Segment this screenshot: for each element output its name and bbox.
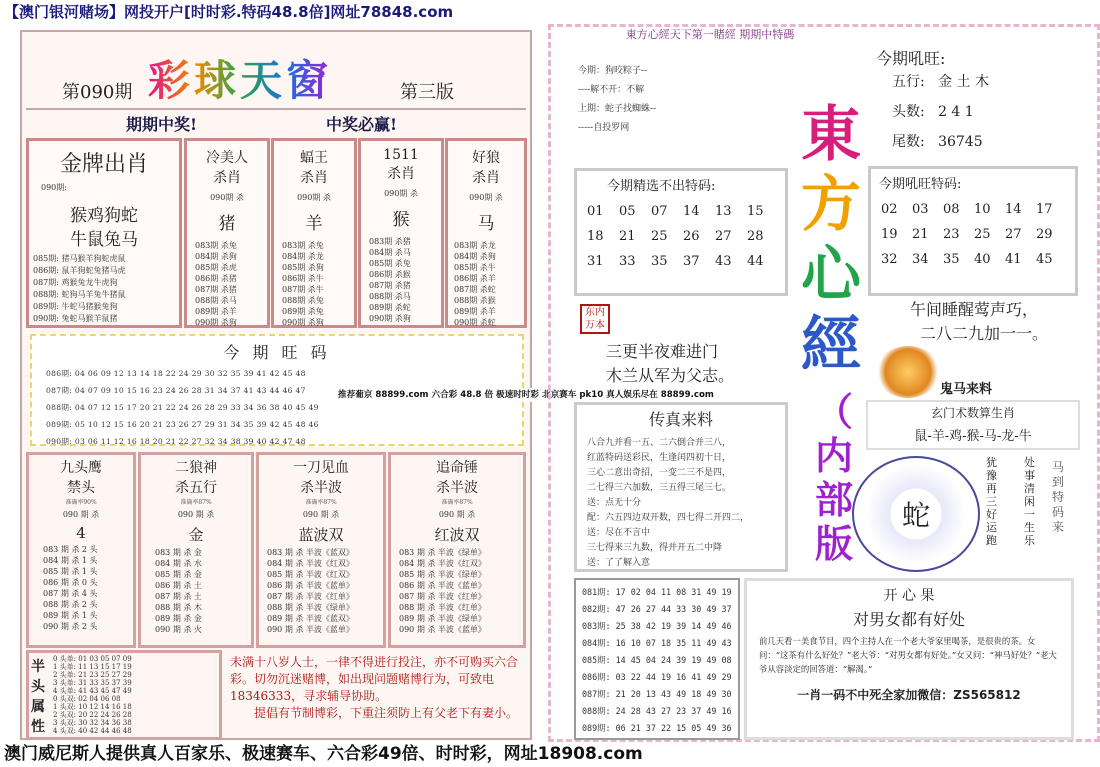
- kill2-title: 一刀见血: [293, 460, 349, 476]
- wei-label: 尾数:: [892, 134, 925, 150]
- kill2-row: 085 期 杀 半波《红双》: [267, 570, 354, 579]
- kill2-value: 金: [188, 526, 204, 544]
- number-cell: 26: [683, 229, 700, 244]
- number-cell: 23: [943, 227, 960, 242]
- wangma-row: 089期: 05 10 12 15 16 20 21 23 26 27 29 31 34 35 39 42 45 48 46: [46, 420, 319, 429]
- kill-col-4: [445, 138, 527, 328]
- chuanzhen-line: 送：了了解入意: [587, 558, 651, 568]
- riddle-2-line-a: 三更半夜难进门: [606, 342, 719, 361]
- kill-col-title: 好狼: [472, 150, 500, 166]
- chuanzhen-line: 八合九并看一五、二六倒合并三八，: [587, 438, 732, 448]
- kill-col-row: 084期 杀龙: [282, 252, 324, 261]
- notice-box: [230, 654, 524, 738]
- wangma-row: 087期: 04 07 09 10 15 16 23 24 26 28 31 34 37 41 43 44 46 47: [46, 386, 306, 395]
- history-row: 081期: 17 02 04 11 08 31 49 19: [582, 587, 732, 597]
- kill2-issue: 090 期 杀: [177, 510, 215, 519]
- kill2-row: 087 期 杀 半波《红单》: [399, 592, 486, 601]
- chuanzhen-title: 传真来料: [648, 410, 713, 429]
- kill2-row: 087 期 杀 土: [155, 592, 202, 601]
- chuanzhen-line: 二七得三六加数，三五得三尾三七。: [587, 483, 732, 493]
- kill2-row: 086 期 杀 半波《蓝单》: [399, 581, 486, 590]
- kill2-box-3: [256, 452, 386, 648]
- right-header: 東方心經天下第一賭經 期期中特碼: [625, 28, 795, 41]
- kill2-row: 088 期 杀 木: [155, 603, 202, 612]
- issue-number: 第090期: [62, 82, 133, 103]
- number-cell: 34: [912, 252, 929, 267]
- kill-col-row: 088期 杀兔: [282, 296, 324, 305]
- number-cell: 33: [619, 254, 636, 269]
- xuanmen-box: [866, 400, 1080, 450]
- big-title: 東 方 心 經: [801, 100, 861, 380]
- number-cell: 18: [587, 229, 604, 244]
- kill-col-value: 猴: [392, 210, 410, 230]
- kill2-row: 086 期 杀 土: [155, 581, 202, 590]
- number-cell: 29: [1036, 227, 1053, 242]
- history-row: 086期: 03 22 44 19 16 41 49 29: [582, 672, 732, 682]
- joke-box: [744, 578, 1074, 740]
- number-cell: 25: [651, 229, 668, 244]
- kill2-issue: 090 期 杀: [438, 510, 476, 519]
- kill2-subtitle: 杀半波: [300, 480, 342, 496]
- kill-col-row: 083期 杀兔: [195, 241, 237, 250]
- kill2-title: 二狼神: [175, 460, 217, 476]
- kill-col-issue: 090期 杀: [384, 189, 418, 198]
- history-row: 083期: 25 38 42 19 39 14 49 46: [582, 621, 732, 631]
- gold-box: [26, 138, 182, 328]
- halfhead-label: 半头属性: [31, 659, 45, 735]
- kill-col-row: 090期 杀狗: [282, 318, 324, 327]
- wechat-line: 一肖一码不中死全家加微信：ZS565812: [797, 688, 1021, 702]
- kill2-row: 085 期 杀 半波《绿单》: [399, 570, 486, 579]
- kill-col-row: 086期 杀猪: [195, 274, 237, 283]
- kill2-row: 090 期 杀 火: [155, 625, 202, 634]
- kill-col-subtitle: 杀肖: [472, 170, 500, 186]
- gold-row: 089期: 牛蛇马猪猴兔狗: [33, 302, 118, 311]
- kill2-row: 087 期 杀 4 头: [43, 589, 98, 598]
- wang-box: [862, 42, 1072, 162]
- halfhead-row: 2 头双: 20 22 24 26 28: [53, 711, 132, 719]
- gold-row: 085期: 猪马猴羊狗蛇虎鼠: [33, 254, 126, 263]
- kill2-box-2: [138, 452, 254, 648]
- halfhead-row: 4 头双: 40 42 44 46 48: [53, 727, 132, 735]
- gold-history: [33, 253, 179, 325]
- kill-col-row: 083期 杀龙: [454, 241, 496, 250]
- kill2-value: 蓝波双: [298, 526, 344, 544]
- wang-te-box: [868, 166, 1078, 296]
- kill2-row: 083 期 杀 半波《蓝双》: [267, 548, 354, 557]
- number-cell: 37: [683, 254, 700, 269]
- riddle-line: ----解不开：不解: [578, 85, 645, 95]
- kill-col-issue: 090期 杀: [297, 193, 331, 202]
- history-row: 089期: 06 21 37 22 15 05 49 36: [582, 723, 732, 733]
- left-header: [30, 40, 525, 105]
- halfhead-box: [26, 650, 222, 740]
- riddle-line: 今期：狗咬粽子--: [578, 66, 648, 76]
- number-cell: 05: [619, 204, 636, 219]
- number-cell: 02: [881, 202, 898, 217]
- kill2-row: 085 期 杀 金: [155, 570, 202, 579]
- kill-col-row: 084期 杀狗: [454, 252, 496, 261]
- kill2-row: 088 期 杀 半波《红单》: [399, 603, 486, 612]
- number-cell: 31: [587, 254, 604, 269]
- number-cell: 35: [651, 254, 668, 269]
- kill-col-row: 089期 杀羊: [454, 307, 496, 316]
- poem-1-line-b: 二八二九加一一。: [920, 324, 1049, 343]
- kill2-row: 089 期 杀 半波《绿单》: [399, 614, 486, 623]
- gold-line1: 猴鸡狗蛇: [70, 206, 138, 226]
- number-cell: 40: [974, 252, 991, 267]
- kill-col-row: 087期 杀猪: [195, 285, 237, 294]
- number-cell: 07: [651, 204, 668, 219]
- kill-col-row: 084期 杀马: [369, 248, 411, 257]
- gold-title: 金牌出肖: [59, 152, 148, 177]
- kill-col-row: 083期 杀兔: [282, 241, 324, 250]
- number-cell: 10: [974, 202, 991, 217]
- number-cell: 41: [1005, 252, 1022, 267]
- kill2-value: 红波双: [434, 526, 480, 544]
- number-cell: 14: [683, 204, 700, 219]
- chuanzhen-line: 送：尽在不言中: [587, 528, 651, 538]
- edition: 第三版: [400, 82, 454, 103]
- riddle-2-line-b: 木兰从军为父志。: [606, 366, 735, 385]
- number-cell: 35: [943, 252, 960, 267]
- poem-1: [910, 298, 1080, 346]
- kill2-row: 090 期 杀 半波《蓝单》: [267, 625, 354, 634]
- halfhead-row: 3 头单: 31 33 35 37 39: [53, 679, 132, 687]
- kill-col-row: 089期 杀蛇: [369, 303, 411, 312]
- kill2-row: 086 期 杀 0 头: [43, 578, 98, 587]
- gold-row: 086期: 鼠羊狗蛇兔猪马虎: [33, 266, 126, 275]
- halfhead-row: 3 头双: 30 32 34 36 38: [53, 719, 132, 727]
- kill-col-row: 087期 杀猪: [369, 281, 411, 290]
- kill2-row: 083 期 杀 2 头: [43, 545, 98, 554]
- kill-col-row: 089期 杀羊: [195, 307, 237, 316]
- wheel-center: 蛇: [901, 499, 930, 532]
- sub-title: （ 内 部 版: [814, 389, 853, 566]
- side-note-c: 马到特码来: [1052, 460, 1065, 534]
- xuanmen-title: 玄门术数算生肖: [930, 406, 1015, 420]
- wang-title: 今期吼旺:: [876, 49, 946, 68]
- kill-col-value: 猪: [218, 214, 236, 234]
- history-row: 087期: 21 20 13 43 49 18 49 30: [582, 689, 732, 699]
- kill2-row: 085 期 杀 1 头: [43, 567, 98, 576]
- chuanzhen-line: 三心二意出奇招，一变二三不是四，: [587, 468, 732, 478]
- kill2-accuracy: 准确率90%: [65, 499, 97, 506]
- chuanzhen-line: 配：六五四边双开数，四七得二开四二，: [587, 513, 750, 523]
- halfhead-row: 4 头单: 41 43 45 47 49: [53, 687, 132, 695]
- number-cell: 14: [1005, 202, 1022, 217]
- wuxing-value: 金 土 木: [938, 74, 989, 90]
- kill-col-row: 085期 杀牛: [454, 263, 496, 272]
- not-out-box: [574, 168, 788, 296]
- kill-col-row: 085期 杀虎: [195, 263, 237, 272]
- number-cell: 08: [943, 202, 960, 217]
- halfhead-row: 0 头单: 01 03 05 07 09: [53, 655, 132, 663]
- kill-col-row: 090期 杀狗: [195, 318, 237, 327]
- kill2-subtitle: 杀半波: [436, 480, 478, 496]
- kill2-row: 084 期 杀 水: [155, 559, 202, 568]
- wangma-row: 088期: 04 07 12 15 17 20 21 22 24 26 28 29 33 34 36 38 40 45 49: [46, 403, 319, 412]
- notice-text: 未满十八岁人士，一律不得进行投注，亦不可购买六合彩。切勿沉迷赌博，如出现问题赌博行为，可致电18346333，寻求辅导协助。: [230, 655, 519, 703]
- kill-col-row: 086期 杀牛: [282, 274, 324, 283]
- logo: 彩球天窗: [148, 48, 332, 108]
- bottom-banner: 澳门威尼斯人提供真人百家乐、极速赛车、六合彩49倍、时时彩，网址18908.com: [0, 742, 1100, 767]
- kill-col-1: [184, 138, 270, 328]
- kill-col-2: [271, 138, 357, 328]
- wei-value: 36745: [938, 134, 983, 150]
- halfhead-row: 2 头单: 21 23 25 27 29: [53, 671, 132, 679]
- kill-col-row: 085期 杀兔: [369, 259, 411, 268]
- gold-row: 087期: 鸡猴兔龙牛虎狗: [33, 278, 118, 287]
- gold-row: 088期: 蛇狗马羊兔牛猪鼠: [33, 290, 126, 299]
- kill-col-row: 086期 杀羊: [454, 274, 496, 283]
- slogan-left: 期期中奖!: [126, 115, 198, 134]
- tou-label: 头数:: [892, 104, 925, 120]
- kill-col-3: [358, 138, 444, 328]
- kill-col-title: 蝠王: [300, 150, 328, 166]
- kill-col-row: 087期 杀牛: [282, 285, 324, 294]
- kill-col-subtitle: 杀肖: [213, 170, 241, 186]
- poem-1-line-a: 午间睡醒莺声巧，: [910, 300, 1039, 319]
- wang-te-grid: [881, 202, 1075, 267]
- kill-col-row: 090期 杀蛇: [454, 318, 496, 327]
- gold-row: 090期: 兔蛇马猴羊鼠猪: [33, 314, 118, 323]
- kill-col-row: 088期 杀马: [369, 292, 411, 301]
- joke-title: 开 心 果: [883, 588, 935, 604]
- kill-col-row: 089期 杀兔: [282, 307, 324, 316]
- kill2-box-4: [388, 452, 526, 648]
- kill2-row: 089 期 杀 1 头: [43, 611, 98, 620]
- kill2-row: 089 期 杀 金: [155, 614, 202, 623]
- halfhead-row: 0 头双: 02 04 06 08: [53, 695, 121, 703]
- number-cell: 19: [881, 227, 898, 242]
- stamp: 东内万本: [580, 304, 610, 334]
- wang-te-title: 今期吼旺特码:: [879, 177, 962, 192]
- chuanzhen-line: 送：点无十分: [587, 498, 642, 508]
- kill2-row: 090 期 杀 2 头: [43, 622, 98, 631]
- kill2-row: 089 期 杀 半波《蓝双》: [267, 614, 354, 623]
- kill2-accuracy: 准确率87%: [441, 499, 473, 506]
- tiger-image: [876, 346, 940, 398]
- joke-head: 对男女都有好处: [852, 610, 965, 629]
- riddle-2: [606, 340, 796, 388]
- kill-col-row: 090期 杀狗: [369, 314, 411, 323]
- history-row: 082期: 47 26 27 44 33 30 49 37: [582, 604, 732, 614]
- history-box: [574, 578, 740, 740]
- kill2-row: 088 期 杀 2 头: [43, 600, 98, 609]
- ad-line: 推荐葡京 88899.com 六合彩 48.8 倍 极速时时彩 北京赛车 pk10 真人娱乐尽在 88899.com: [338, 388, 788, 402]
- zodiac-wheel: [852, 456, 980, 572]
- gold-issue: 090期:: [41, 183, 67, 192]
- kill-col-issue: 090期 杀: [210, 193, 244, 202]
- tiger-text: 鬼马来料: [940, 382, 993, 397]
- not-out-title: 今期精选不出特码:: [607, 179, 716, 194]
- riddle-block: [578, 62, 728, 138]
- kill-col-value: 马: [477, 214, 495, 234]
- number-cell: 03: [912, 202, 929, 217]
- kill-col-subtitle: 杀肖: [300, 170, 328, 186]
- number-cell: 01: [587, 204, 604, 219]
- not-out-grid: [587, 204, 785, 269]
- number-cell: 32: [881, 252, 898, 267]
- kill-col-row: 088期 杀猴: [454, 296, 496, 305]
- kill-col-value: 羊: [305, 214, 323, 234]
- kill2-accuracy: 准确率87%: [180, 499, 212, 506]
- top-banner: 【澳门银河赌场】网投开户[时时彩.特码48.8倍]网址78848.com: [4, 3, 454, 21]
- chuanzhen-line: 三七得来三九数，得并开五二中降: [587, 543, 723, 553]
- wangma-title: 今 期 旺 码: [223, 343, 331, 362]
- halfhead-row: 1 头双: 10 12 14 16 18: [53, 703, 132, 711]
- number-cell: 21: [912, 227, 929, 242]
- number-cell: 25: [974, 227, 991, 242]
- number-cell: 15: [747, 204, 764, 219]
- side-note-b: 处事清闲一生乐: [1024, 456, 1035, 547]
- kill2-subtitle: 禁头: [67, 480, 95, 496]
- kill-col-row: 085期 杀狗: [282, 263, 324, 272]
- kill-col-title: 1511: [383, 147, 419, 163]
- kill2-title: 九头鹰: [60, 460, 102, 476]
- kill2-row: 083 期 杀 金: [155, 548, 202, 557]
- kill2-row: 086 期 杀 半波《蓝单》: [267, 581, 354, 590]
- number-cell: 21: [619, 229, 636, 244]
- kill2-issue: 090 期 杀: [302, 510, 340, 519]
- riddle-line: -----自投罗网: [578, 123, 630, 133]
- number-cell: 43: [715, 254, 732, 269]
- chuanzhen-box: [574, 402, 788, 572]
- number-cell: 44: [747, 254, 764, 269]
- slogan-right: 中奖必赢!: [326, 115, 398, 134]
- history-row: 088期: 24 28 43 27 23 37 49 16: [582, 706, 732, 716]
- kill2-title: 追命锤: [436, 460, 478, 476]
- kill2-row: 090 期 杀 半波《蓝单》: [399, 625, 486, 634]
- kill2-accuracy: 准确率87%: [305, 499, 337, 506]
- halfhead-row: 1 头单: 11 13 15 17 19: [53, 663, 132, 671]
- kill-col-row: 088期 杀马: [195, 296, 237, 305]
- kill2-row: 084 期 杀 1 头: [43, 556, 98, 565]
- kill2-box-1: [26, 452, 136, 648]
- kill2-row: 084 期 杀 半波《红双》: [399, 559, 486, 568]
- kill2-row: 084 期 杀 半波《红双》: [267, 559, 354, 568]
- number-cell: 13: [715, 204, 732, 219]
- history-row: 084期: 16 10 07 18 35 11 49 43: [582, 638, 732, 648]
- kill-col-row: 083期 杀猪: [369, 237, 411, 246]
- number-cell: 27: [715, 229, 732, 244]
- kill-col-issue: 090期 杀: [469, 193, 503, 202]
- kill2-row: 083 期 杀 半波《绿单》: [399, 548, 486, 557]
- tou-value: 2 4 1: [938, 104, 974, 120]
- xuanmen-value: 鼠-羊-鸡-猴-马-龙-牛: [914, 429, 1032, 444]
- kill2-row: 088 期 杀 半波《绿单》: [267, 603, 354, 612]
- wuxing-label: 五行:: [892, 74, 925, 90]
- wangma-row: 090期: 03 06 11 12 16 18 20 21 22 27 32 34 38 39 40 42 47 48: [46, 437, 306, 446]
- riddle-line: 上期：蛇子找蜘蛛--: [578, 104, 657, 114]
- kill-col-row: 087期 杀蛇: [454, 285, 496, 294]
- kill-col-row: 084期 杀狗: [195, 252, 237, 261]
- kill-col-subtitle: 杀肖: [387, 166, 415, 182]
- kill-col-title: 冷美人: [206, 150, 248, 166]
- gold-line2: 牛鼠兔马: [70, 230, 138, 250]
- kill2-subtitle: 杀五行: [175, 480, 217, 496]
- number-cell: 28: [747, 229, 764, 244]
- kill2-issue: 090 期 杀: [62, 510, 100, 519]
- wangma-row: 086期: 04 06 09 12 13 14 18 22 24 29 30 32 35 39 41 42 45 48: [46, 369, 306, 378]
- chuanzhen-line: 红蓝特码送彩民，生逢闰四初十日，: [587, 453, 732, 463]
- number-cell: 45: [1036, 252, 1053, 267]
- kill2-row: 087 期 杀 半波《红单》: [267, 592, 354, 601]
- number-cell: 17: [1036, 202, 1053, 217]
- joke-body: 前几天看一美食节目，四个主持人在一个老大爷家里喝茶，是很贵的茶。女问：“这茶有什么好处？”老大爷：“对男女都有好处。”女又问：“神马好处？”老大爷从容淡定的回答道：“解渴。”: [759, 636, 1057, 674]
- history-row: 085期: 14 45 04 24 39 19 49 08: [582, 655, 732, 665]
- kill2-value: 4: [76, 524, 86, 542]
- side-note-a: 犹豫再三 好运跑: [986, 456, 997, 547]
- kill-col-row: 086期 杀猴: [369, 270, 411, 279]
- notice-text-2: 提倡有节制博彩，下重注须防上有父老下有妻小。: [254, 706, 519, 720]
- number-cell: 27: [1005, 227, 1022, 242]
